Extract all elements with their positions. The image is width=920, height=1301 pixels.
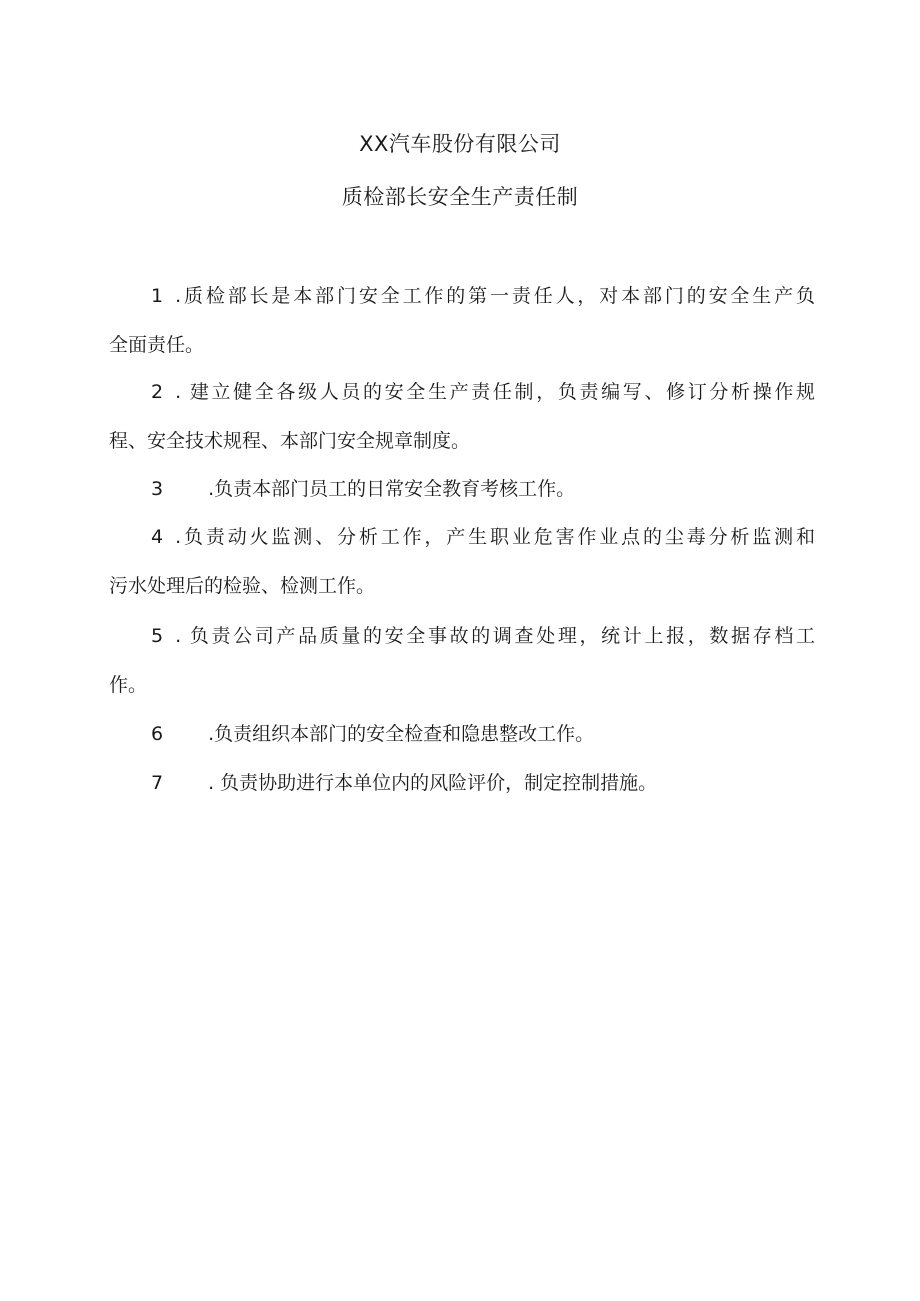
list-item-7 <box>109 759 815 808</box>
list-item-number: 2 <box>151 381 164 403</box>
list-item-text: . 负责公司产品质量的安全事故的调查处理，统计上报，数据存档工 <box>175 625 815 647</box>
list-item-6 <box>109 710 815 759</box>
list-item-5 <box>109 612 815 710</box>
list-item-number: 5 <box>151 625 164 647</box>
list-item-4-line-1 <box>109 513 815 562</box>
list-item-number: 4 <box>151 526 164 548</box>
list-item-4-line-2: 污水处理后的检验、检测工作。 <box>109 575 376 597</box>
list-item-text: .负责组织本部门的安全检查和隐患整改工作。 <box>208 723 595 745</box>
list-item-3-line-1 <box>109 465 815 514</box>
list-item-text: . 建立健全各级人员的安全生产责任制，负责编写、修订分析操作规 <box>175 381 815 403</box>
list-item-number: 6 <box>151 723 164 745</box>
list-item-2-line-1 <box>109 368 815 417</box>
list-item-6-line-1 <box>109 710 815 759</box>
list-item-1-line-1 <box>109 272 815 321</box>
list-item-2-line-2: 程、安全技术规程、本部门安全规章制度。 <box>109 430 471 452</box>
list-item-text: .负责动火监测、分析工作，产生职业危害作业点的尘毒分析监测和 <box>175 526 815 548</box>
list-item-1 <box>109 272 815 370</box>
list-item-7-line-1 <box>109 759 815 808</box>
list-item-2 <box>109 368 815 466</box>
list-item-3 <box>109 465 815 514</box>
list-item-number: 7 <box>151 772 164 794</box>
list-item-5-line-2: 作。 <box>109 674 148 696</box>
company-name: XX汽车股份有限公司 <box>359 132 561 156</box>
list-item-5-line-1 <box>109 612 815 661</box>
list-item-text: . 负责协助进行本单位内的风险评价，制定控制措施。 <box>208 772 658 794</box>
document-title: 质检部长安全生产责任制 <box>341 185 579 209</box>
list-item-1-line-2: 全面责任。 <box>109 334 205 356</box>
list-item-number: 3 <box>151 478 164 500</box>
list-item-4 <box>109 513 815 611</box>
list-item-number: 1 <box>151 285 164 307</box>
list-item-text: .质检部长是本部门安全工作的第一责任人，对本部门的安全生产负 <box>175 285 815 307</box>
list-item-text: .负责本部门员工的日常安全教育考核工作。 <box>208 478 576 500</box>
